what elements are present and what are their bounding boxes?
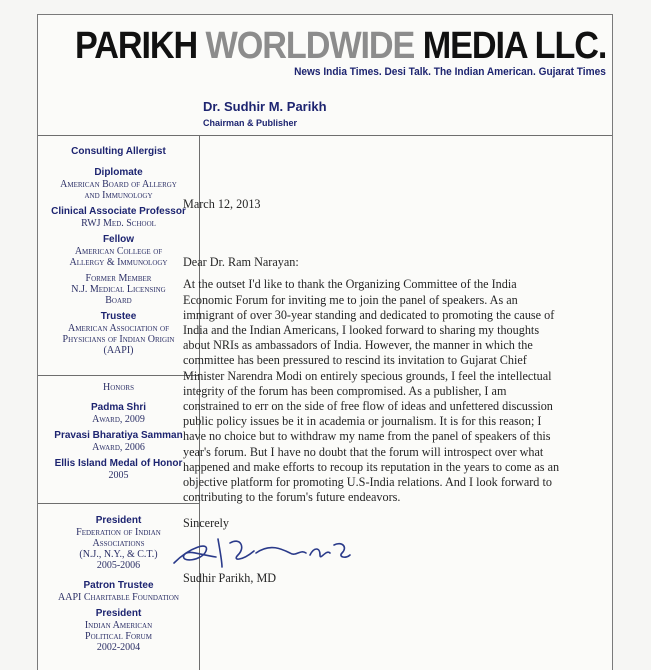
position-heading: President	[95, 515, 142, 526]
position-line: Political Forum	[85, 631, 152, 642]
company-name-part1: PARIKH	[74, 25, 197, 67]
honor-line: 2005	[108, 470, 129, 481]
honor-heading: Pravasi Bharatiya Samman	[54, 430, 183, 441]
credential-heading: Diplomate	[94, 167, 143, 178]
credentials-section	[38, 136, 199, 376]
credential-line: RWJ Med. School	[81, 218, 156, 229]
credential-line: American College of	[74, 246, 163, 257]
position-line: 2002-2004	[96, 642, 141, 653]
sender-name: Dr. Sudhir M. Parikh	[203, 99, 327, 114]
credentials-sidebar	[38, 136, 199, 659]
letter-paragraph: At the outset I'd like to thank the Organizing Committee of the India Economic Forum for inviting me to join the panel of speakers. As an immigrant of over 30-year standing and dedicated to promoting the cause of India and the Indian Americans, I looked forward to sharing my thoughts about NRIs as ambassadors of India. However, the manner in which the committee has been pressured to rescind its invitation to Gujarat Chief Minister Narendra Modi on entirely specious grounds, I feel the intellectual integrity of the forum has been compromised. As a publisher, I am constrained to err on the side of free flow of ideas and unfettered discussion public policy issues be it in academia or journalism. It is for this reason; I have no choice but to withdraw my name from the panel of speakers of this year's forum. But I have no doubt that the forum will introspect over what happened and make efforts to recoup its reputation in the years to come as an objective platform for promoting U.S-India relations. And I look forward to contributing to the forum's future endeavors.	[183, 277, 560, 505]
credential-heading: Trustee	[100, 311, 137, 322]
company-name-part2: WORLDWIDE	[205, 25, 414, 67]
position-line: (N.J., N.Y., & C.T.)	[79, 549, 158, 560]
credential-line: Board	[105, 295, 132, 306]
honors-title: Honors	[103, 382, 134, 393]
credential-line: Physicians of Indian Origin	[62, 334, 175, 345]
credential-heading: Consulting Allergist	[71, 146, 166, 157]
company-name-part3: MEDIA LLC.	[422, 25, 606, 67]
letter-closing: Sincerely	[183, 516, 230, 531]
credential-line: American Association of	[68, 323, 169, 334]
honor-line: Award, 2009	[92, 414, 145, 425]
position-line: AAPI Charitable Foundation	[58, 592, 179, 603]
position-line: 2005-2006	[96, 560, 141, 571]
credential-line: American Board of Allergy	[60, 179, 177, 190]
letter-signer: Sudhir Parikh, MD	[183, 570, 277, 585]
company-logo-text	[75, 25, 606, 68]
credential-line: Allergy & Immunology	[69, 257, 168, 268]
handwritten-signature	[170, 533, 370, 573]
position-heading: President	[95, 608, 142, 619]
credential-line: and Immunology	[84, 190, 153, 201]
credential-heading: Fellow	[102, 234, 135, 245]
positions-section	[38, 504, 199, 659]
credential-line: (AAPI)	[103, 345, 134, 356]
credential-line: Former Member	[85, 273, 152, 284]
credential-line: N.J. Medical Licensing	[71, 284, 166, 295]
position-line: Associations	[92, 538, 145, 549]
position-heading: Patron Trustee	[83, 580, 154, 591]
position-line: Indian American	[84, 620, 153, 631]
honor-heading: Ellis Island Medal of Honor	[54, 458, 183, 469]
honor-line: Award, 2006	[92, 442, 145, 453]
position-line: Federation of Indian	[76, 527, 161, 538]
letter-body	[183, 197, 563, 586]
letter-date: March 12, 2013	[183, 197, 261, 211]
publications-line: News India Times. Desi Talk. The Indian American. Gujarat Times	[294, 66, 606, 78]
honor-heading: Padma Shri	[90, 402, 147, 413]
honors-section	[38, 376, 199, 504]
letter-salutation: Dear Dr. Ram Narayan:	[183, 255, 299, 270]
credential-heading: Clinical Associate Professor	[51, 206, 186, 217]
sender-title: Chairman & Publisher	[203, 118, 298, 128]
